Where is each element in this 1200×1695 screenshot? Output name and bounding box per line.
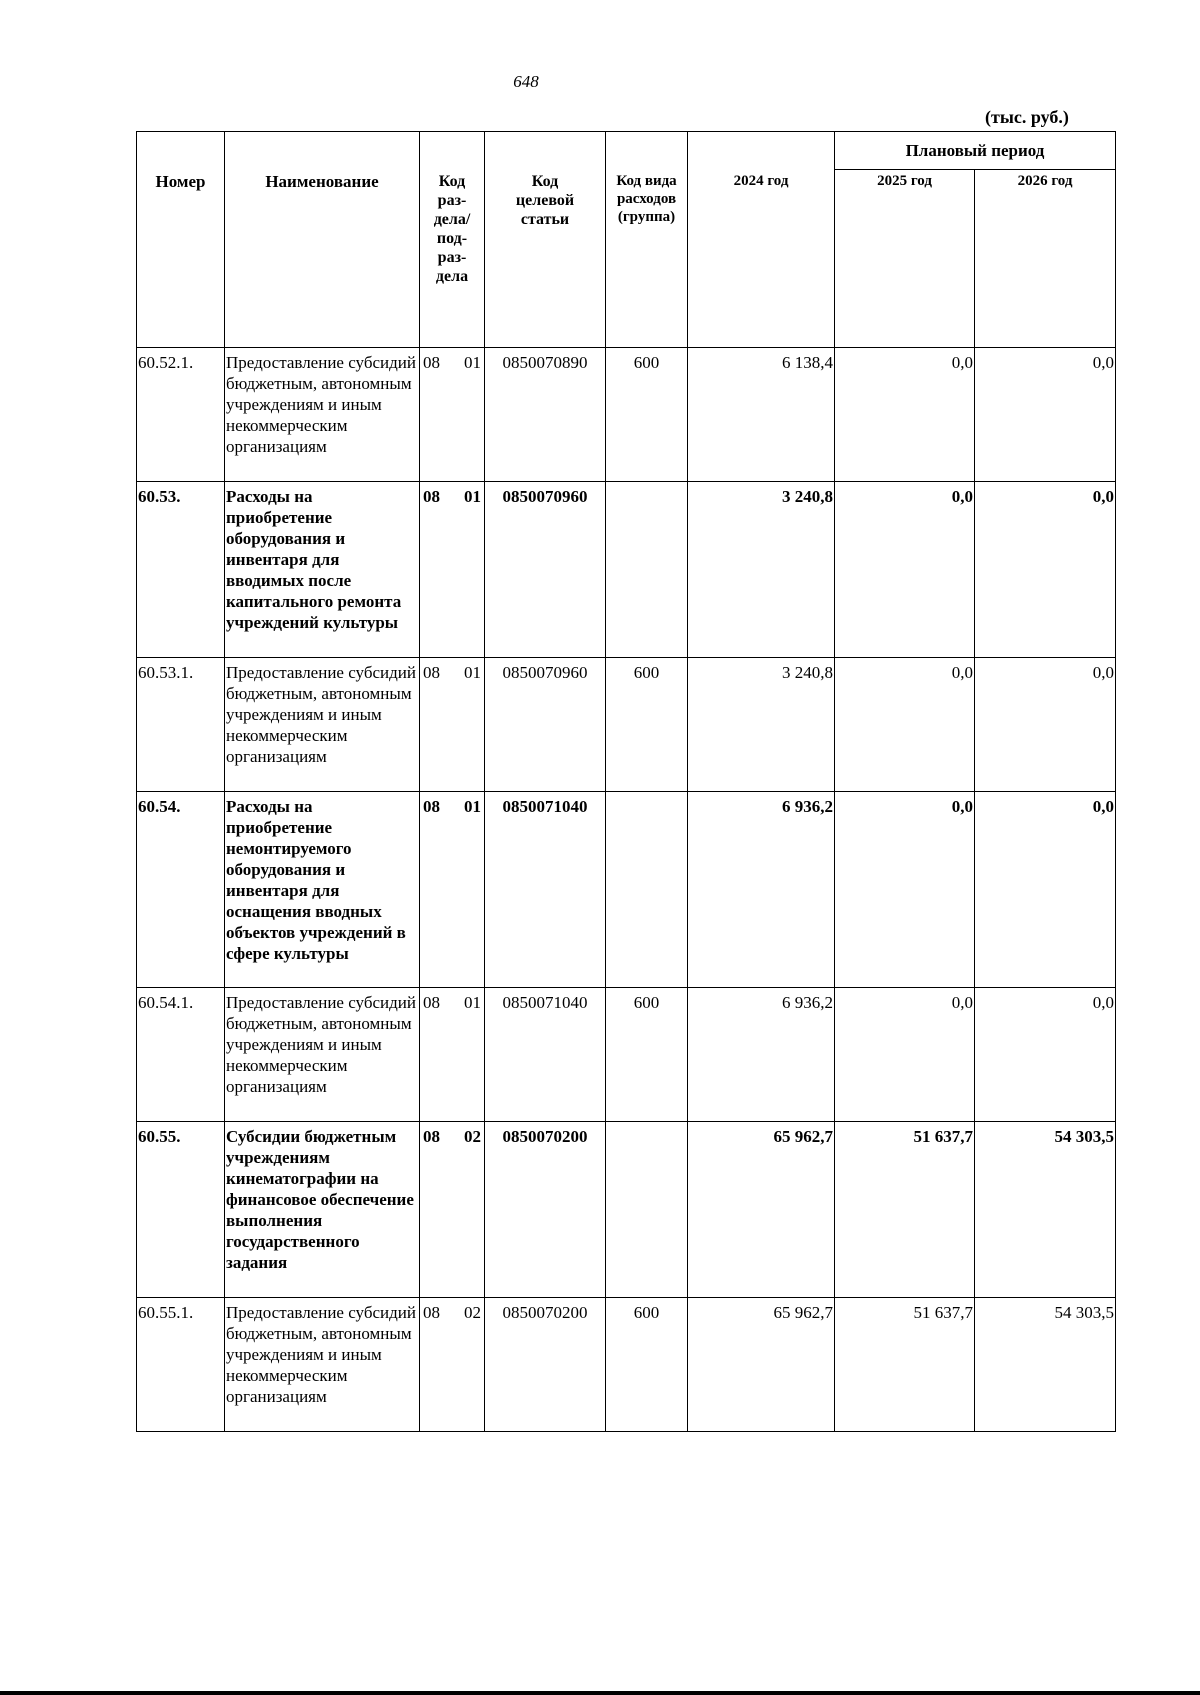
row-value-2026: 0,0: [975, 482, 1116, 658]
subsection-code: 01: [464, 797, 481, 816]
header-group: Код вида расходов (группа): [606, 132, 688, 348]
row-section-code: [420, 1298, 485, 1432]
subsection-code: 01: [464, 353, 481, 372]
row-expense-group: [606, 1122, 688, 1298]
header-name: Наименование: [225, 132, 420, 348]
row-value-2025: 0,0: [835, 988, 975, 1122]
subsection-code: 02: [464, 1127, 481, 1146]
row-number: 60.54.: [137, 792, 225, 988]
row-value-2024: 65 962,7: [688, 1122, 835, 1298]
row-value-2025: 0,0: [835, 482, 975, 658]
row-value-2026: 54 303,5: [975, 1298, 1116, 1432]
page-bottom-edge: [0, 1691, 1200, 1695]
row-name: Предоставление субсидий бюджетным, автономным учреждениям и иным некоммерческим организациям: [225, 658, 420, 792]
section-code: 08: [423, 1303, 440, 1322]
section-code: 08: [423, 663, 440, 682]
row-number: 60.53.1.: [137, 658, 225, 792]
subsection-code: 01: [464, 663, 481, 682]
row-number: 60.52.1.: [137, 348, 225, 482]
row-value-2025: 0,0: [835, 792, 975, 988]
row-name: Предоставление субсидий бюджетным, автономным учреждениям и иным некоммерческим организациям: [225, 348, 420, 482]
row-value-2024: 3 240,8: [688, 482, 835, 658]
row-target-code: 0850070890: [485, 348, 606, 482]
row-value-2024: 6 936,2: [688, 988, 835, 1122]
table-row: [137, 988, 1116, 1122]
table-row: [137, 1298, 1116, 1432]
row-expense-group: 600: [606, 348, 688, 482]
table-row: [137, 1122, 1116, 1298]
row-section-code: [420, 482, 485, 658]
row-value-2025: 0,0: [835, 348, 975, 482]
row-target-code: 0850070960: [485, 658, 606, 792]
row-name: Предоставление субсидий бюджетным, автономным учреждениям и иным некоммерческим организациям: [225, 988, 420, 1122]
row-target-code: 0850070200: [485, 1122, 606, 1298]
row-target-code: 0850070200: [485, 1298, 606, 1432]
row-target-code: 0850071040: [485, 988, 606, 1122]
section-code: 08: [423, 353, 440, 372]
row-expense-group: [606, 482, 688, 658]
row-section-code: [420, 658, 485, 792]
section-code: 08: [423, 1127, 440, 1146]
row-section-code: [420, 1122, 485, 1298]
subsection-code: 01: [464, 993, 481, 1012]
header-number: Номер: [137, 132, 225, 348]
row-section-code: [420, 792, 485, 988]
header-year-2024: 2024 год: [688, 132, 835, 348]
units-label: (тыс. руб.): [985, 107, 1069, 127]
row-value-2024: 3 240,8: [688, 658, 835, 792]
row-value-2026: 54 303,5: [975, 1122, 1116, 1298]
row-number: 60.53.: [137, 482, 225, 658]
row-value-2026: 0,0: [975, 658, 1116, 792]
table-body: [137, 348, 1116, 1432]
section-code: 08: [423, 797, 440, 816]
section-code: 08: [423, 993, 440, 1012]
budget-table: [136, 131, 1116, 1432]
row-target-code: 0850071040: [485, 792, 606, 988]
row-target-code: 0850070960: [485, 482, 606, 658]
row-name: Субсидии бюджетным учреждениям кинематографии на финансовое обеспечение выполнения государственного задания: [225, 1122, 420, 1298]
subsection-code: 01: [464, 487, 481, 506]
table-row: [137, 792, 1116, 988]
row-value-2026: 0,0: [975, 792, 1116, 988]
row-expense-group: 600: [606, 988, 688, 1122]
row-name: Расходы на приобретение немонтируемого оборудования и инвентаря для оснащения вводных объектов учреждений в сфере культуры: [225, 792, 420, 988]
table-row: [137, 348, 1116, 482]
table-row: [137, 658, 1116, 792]
header-row-top: [137, 132, 1116, 170]
row-value-2025: 51 637,7: [835, 1298, 975, 1432]
header-target: Код целевой статьи: [485, 132, 606, 348]
row-expense-group: 600: [606, 1298, 688, 1432]
row-value-2025: 51 637,7: [835, 1122, 975, 1298]
header-year-2026: 2026 год: [975, 170, 1116, 348]
table-row: [137, 482, 1116, 658]
row-value-2026: 0,0: [975, 348, 1116, 482]
page-number: 648: [513, 72, 539, 91]
row-expense-group: 600: [606, 658, 688, 792]
row-number: 60.55.1.: [137, 1298, 225, 1432]
header-plan-period: Плановый период: [835, 132, 1116, 170]
row-section-code: [420, 988, 485, 1122]
header-year-2025: 2025 год: [835, 170, 975, 348]
section-code: 08: [423, 487, 440, 506]
row-value-2024: 6 138,4: [688, 348, 835, 482]
subsection-code: 02: [464, 1303, 481, 1322]
row-value-2024: 6 936,2: [688, 792, 835, 988]
row-expense-group: [606, 792, 688, 988]
row-value-2025: 0,0: [835, 658, 975, 792]
row-number: 60.54.1.: [137, 988, 225, 1122]
row-value-2024: 65 962,7: [688, 1298, 835, 1432]
row-section-code: [420, 348, 485, 482]
row-name: Предоставление субсидий бюджетным, автономным учреждениям и иным некоммерческим организациям: [225, 1298, 420, 1432]
row-value-2026: 0,0: [975, 988, 1116, 1122]
row-number: 60.55.: [137, 1122, 225, 1298]
header-section: Код раз- дела/ под- раз- дела: [420, 132, 485, 348]
row-name: Расходы на приобретение оборудования и инвентаря для вводимых после капитального ремонта учреждений культуры: [225, 482, 420, 658]
